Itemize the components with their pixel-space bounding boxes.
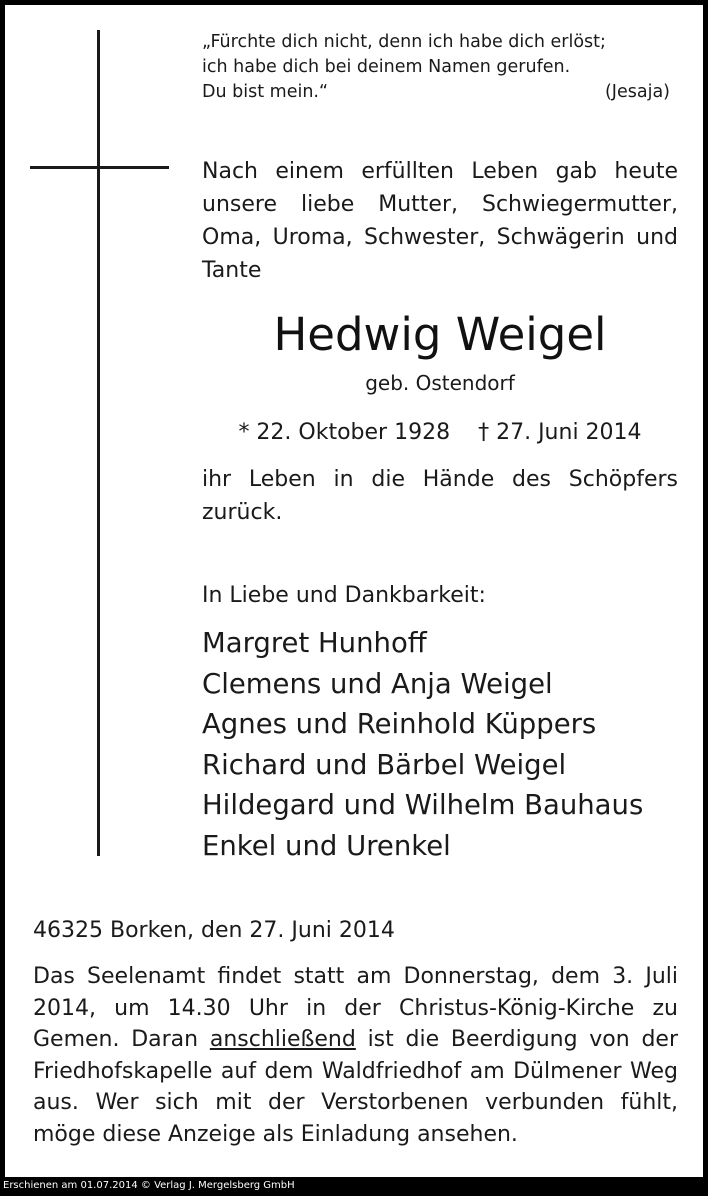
mourner: Margret Hunhoff — [202, 627, 427, 659]
outro-text: ihr Leben in die Hände des Schöpfers zurück. — [202, 467, 678, 525]
cross-icon-bar — [30, 166, 169, 169]
info-underlined: anschließend — [209, 1027, 356, 1052]
info-text-end: ist die Beerdigung von der Friedhofskapelle auf dem Waldfriedhof am Dülmener Weg aus. Wer sich mit der Verstorbenen verbunden fühlt, möge diese Anzeige als Einladung ansehen. — [33, 1027, 678, 1147]
place-date: 46325 Borken, den 27. Juni 2014 — [33, 918, 395, 943]
funeral-info — [33, 961, 678, 1150]
quote-line: Du bist mein.“ — [202, 82, 329, 102]
obituary-card — [5, 5, 703, 1177]
bible-quote — [202, 30, 678, 105]
quote-line: ich habe dich bei deinem Namen gerufen. — [202, 57, 571, 77]
mourners-list — [202, 623, 643, 866]
info-text: Das Seelenamt findet statt am Donnerstag, dem 3. Juli 2014, um 14.30 Uhr in der Christus-König-Kirche zu Gemen. Daran — [33, 964, 678, 1052]
mourner: Hildegard und Wilhelm Bauhaus — [202, 789, 644, 821]
thanks-line: In Liebe und Dankbarkeit: — [202, 583, 486, 608]
mourner: Enkel und Urenkel — [202, 829, 451, 862]
deceased-name: Hedwig Weigel — [273, 308, 607, 361]
publication-footer: Erschienen am 01.07.2014 © Verlag J. Mergelsberg GmbH — [3, 1180, 295, 1191]
cross-icon — [97, 30, 100, 856]
mourner: Clemens und Anja Weigel — [202, 667, 553, 700]
quote-source: (Jesaja) — [604, 82, 670, 102]
birth-date: * 22. Oktober 1928 — [238, 420, 451, 445]
quote-line: „Fürchte dich nicht, denn ich habe dich erlöst; — [202, 32, 606, 52]
mourner: Richard und Bärbel Weigel — [202, 748, 567, 781]
intro-text: Nach einem erfüllten Leben gab heute unsere liebe Mutter, Schwiegermutter, Oma, Uroma, Schwester, Schwägerin und Tante — [202, 159, 678, 283]
mourner: Agnes und Reinhold Küppers — [202, 708, 597, 740]
maiden-name: geb. Ostendorf — [365, 371, 515, 395]
death-date: † 27. Juni 2014 — [478, 420, 642, 445]
life-dates — [202, 417, 678, 449]
